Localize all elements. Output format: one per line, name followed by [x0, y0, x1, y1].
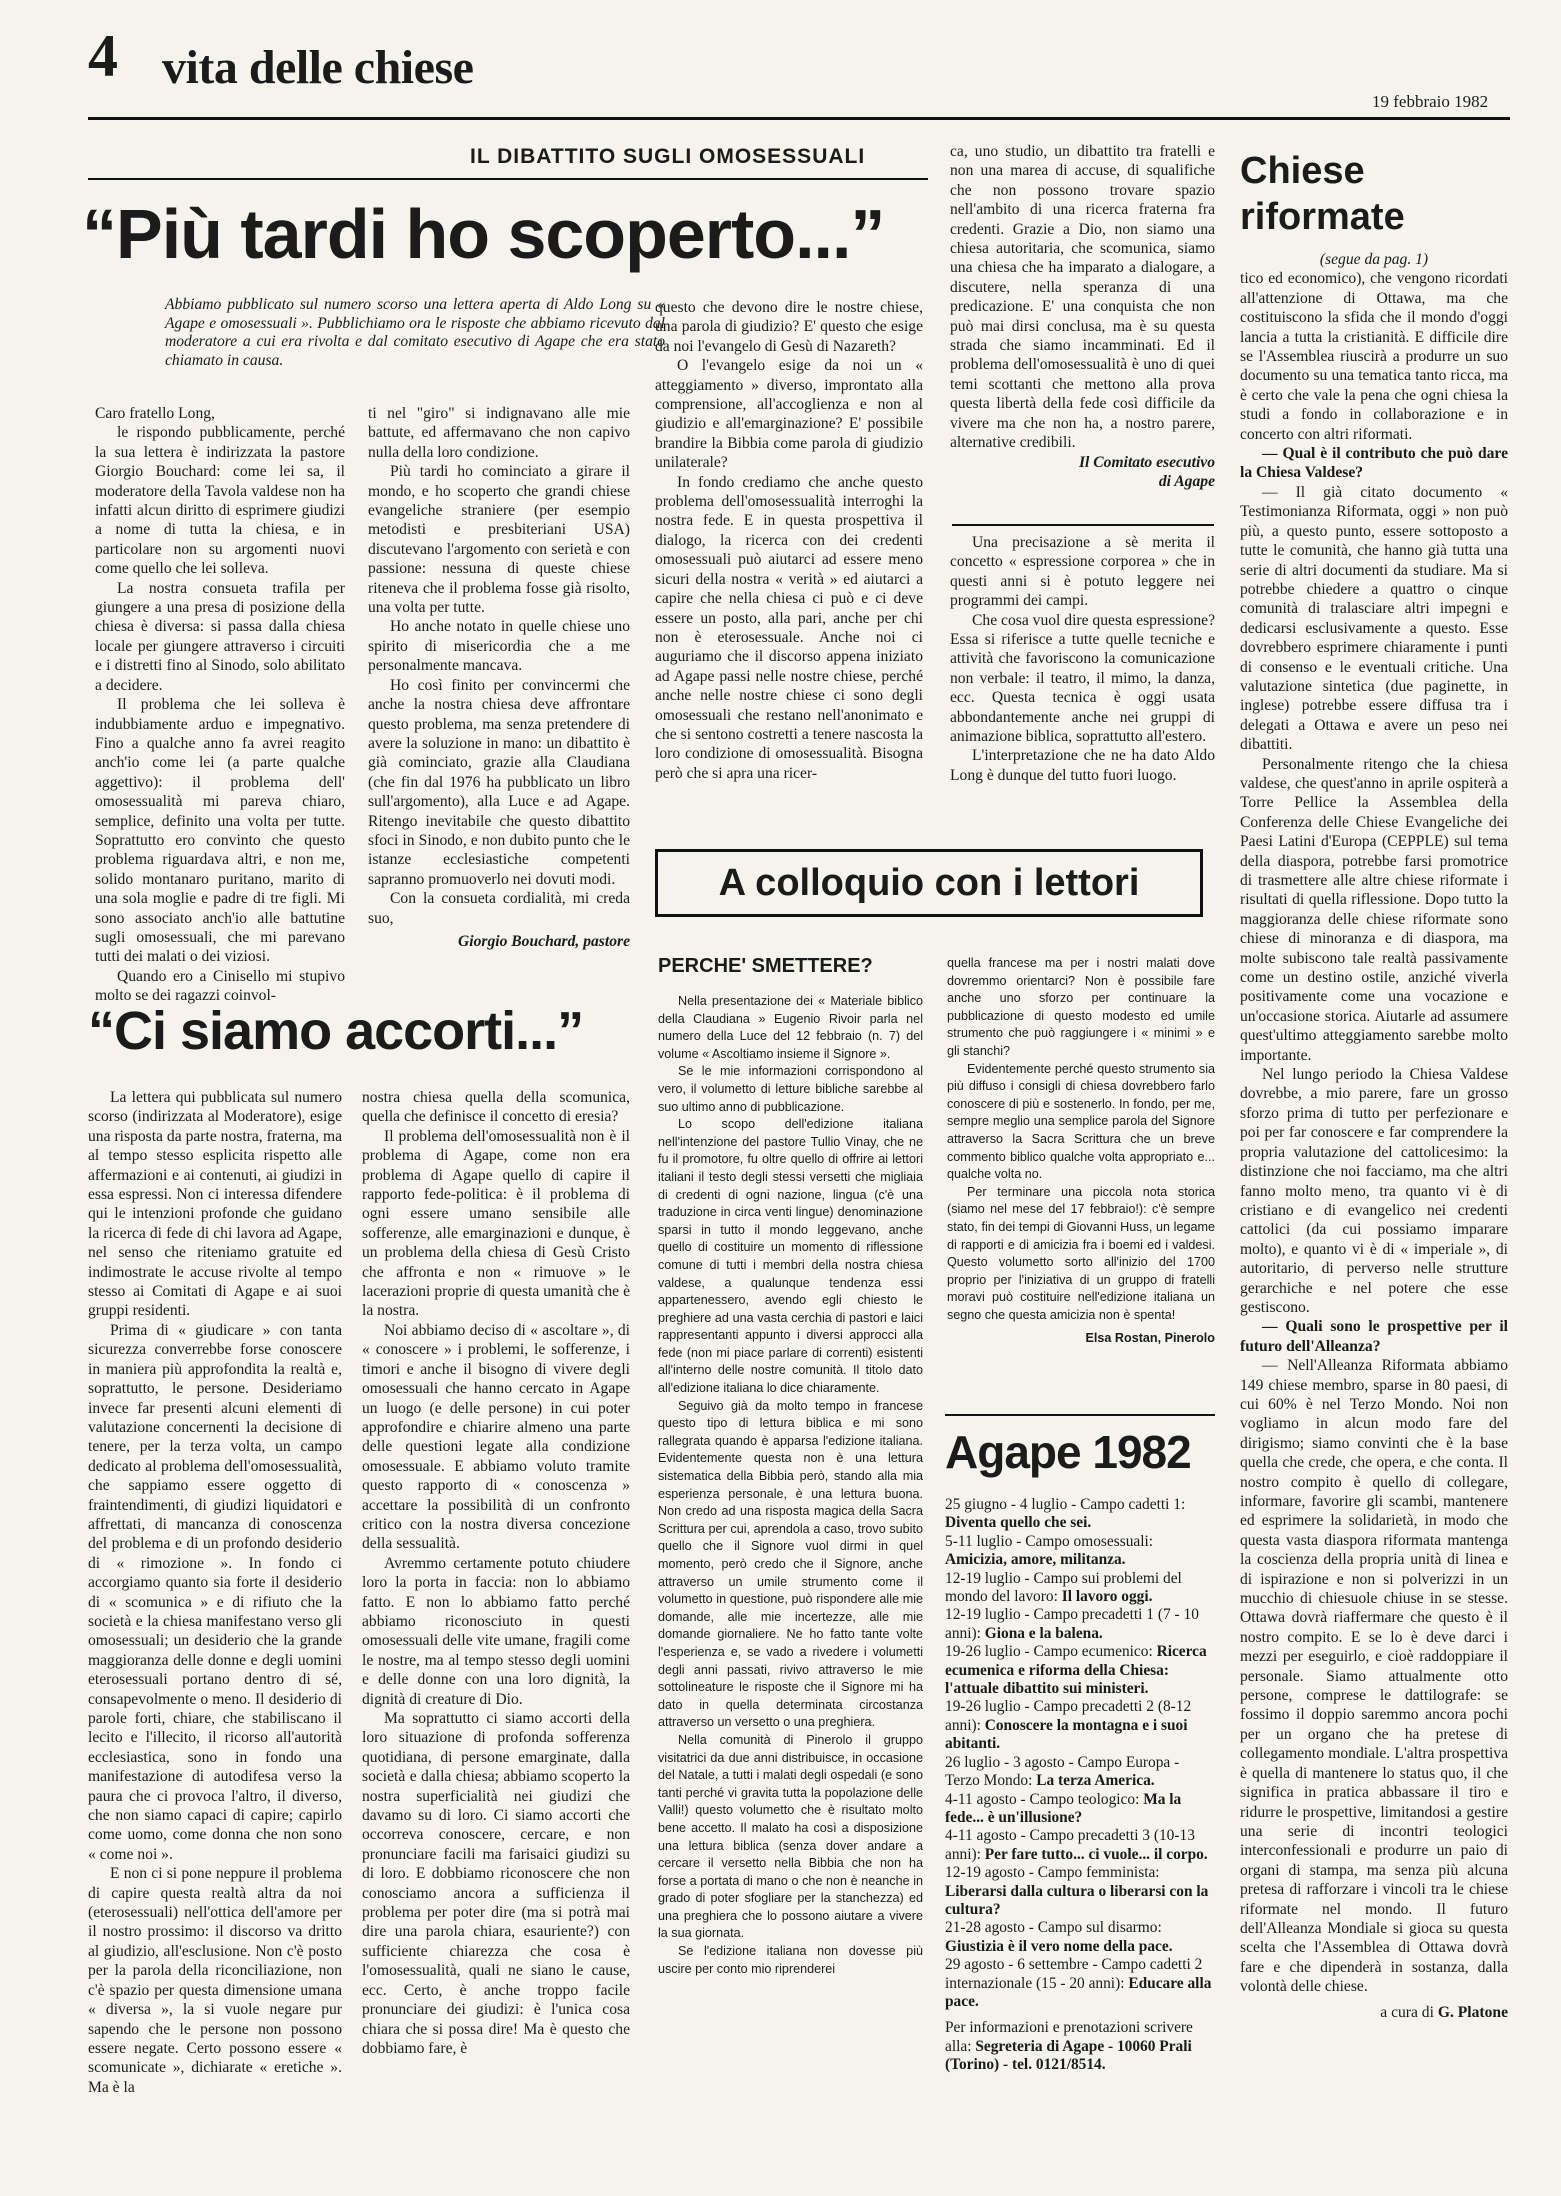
- item-title: La terza America.: [1036, 1772, 1155, 1790]
- item-dates: 5-11 luglio - Campo omosessuali:: [945, 1532, 1154, 1550]
- paragraph: Ho così finito per convincermi che anche la nostra chiesa deve affrontare questo problema, ma senza pretendere di avere la soluzione in mano: un dibattito è già cominciato, grazie alla Claudiana (che fin dal 1976 ha pubblicato un libro sull'argomento), alla Luce e ad Agape. Ritengo inevitabile che questo dibattito sfoci in Sinodo, e non dubito punto che le istanze ecclesiastiche competenti sapranno promuoverlo nei dovuti modi.: [368, 676, 630, 888]
- paragraph: La nostra consueta trafila per giungere a una presa di posizione della chiesa è diversa: si passa dalla chiesa locale per giungere attraverso i circuiti e i distretti fino al Sinodo, solo abilitato a decidere.: [95, 579, 345, 694]
- agape-program-item: [945, 1570, 1215, 1607]
- item-title: Conoscere la montagna e i suoi abitanti.: [945, 1716, 1188, 1753]
- item-dates: 4-11 agosto - Campo teologico:: [945, 1790, 1144, 1808]
- agape-program-item: [945, 1864, 1215, 1919]
- agape-program-item: [945, 1496, 1215, 1533]
- agape-program-item: [945, 1754, 1215, 1791]
- continued-note: (segue da pag. 1): [1319, 251, 1429, 268]
- agape-program-item: [945, 1827, 1215, 1864]
- signature-comitato: [950, 453, 1215, 492]
- article1-col2: [368, 404, 630, 951]
- paragraph: In fondo crediamo che anche questo problema dell'omosessualità interroghi la nostra fede. E in questa prospettiva il dialogo, la ricerca con dei credenti omosessuali può aiutarci ad essere meno sicuri della nostra « verità » ed aiutarci a capire che nella chiesa ci può e ci deve essere un posto, alla pari, anche per chi non è eterosessuale. Anche noi ci auguriamo che il discorso appena iniziato ad Agape passi nelle nostre chiese, perché anche nelle nostre chiese ci sono degli omosessuali che restano nell'anonimato e che si sentono costretti a tenere nascosta la loro condizione di omosessualità. Bisogna però che si apra una ricer-: [655, 473, 923, 782]
- paragraph: Quando ero a Cinisello mi stupivo molto se dei ragazzi coinvol-: [95, 967, 345, 1005]
- article1-headline: “Più tardi ho scoperto...”: [82, 195, 885, 273]
- item-title: Educare alla pace.: [945, 1974, 1212, 2010]
- agape-program-item: [945, 1919, 1215, 1956]
- item-dates: 21-28 agosto - Campo sul disarmo:: [945, 1919, 1162, 1937]
- signature-bouchard: Giorgio Bouchard, pastore: [458, 932, 630, 950]
- item-title: Il lavoro oggi.: [1061, 1588, 1153, 1606]
- article1-col4: [950, 142, 1215, 491]
- item-dates: 19-26 luglio - Campo precadetti 2 (8-12 anni):: [945, 1698, 1192, 1734]
- paragraph: Per terminare una piccola nota storica (siamo nel mese del 17 febbraio!): c'è sempre stato, fin dei tempi di Giovanni Huss, un legame di rapporti e di amicizia fra i boemi ed i valdesi. Questo volumetto sorto all'inizio del 1700 proprio per l'iniziativa di un gruppo di fratelli moravi può costituire nell'edizione italiana un segno che questa amicizia non è spenta!: [947, 1184, 1215, 1322]
- chiese-col: [1240, 250, 1508, 2022]
- paragraph: ca, uno studio, un dibattito tra fratelli e non una marea di accuse, di squalifiche che non possono trovare spazio nell'ambito di una ricerca fraterna fra credenti. Grazie a Dio, non siamo una chiesa autoritaria, che scomunica, siamo una chiesa che ha imparato a dialogare, a discutere, nella speranza di una predicazione. E' una conquista che non può mai dirsi conclusa, ma è su questa strada che siamo incamminati. Ed il problema dell'omosessualità è uno di quei temi scottanti che mettono alla prova questa libertà della fede così difficile da vivere ma che non ha, a nostro parere, alternative credibili.: [950, 143, 1215, 452]
- paragraph: Il problema dell'omosessualità non è il problema di Agape, come non era problema di Agape quello di capire il rapporto fede-politica: è il problema di ogni essere umano sensibile alle sofferenze, alle emarginazioni e dunque, è un problema della chiesa di Gesù Cristo che affronta e non « rimuove » le lacerazioni proprie di questa umanità che è la nostra.: [362, 1127, 630, 1320]
- agape-program-item: [945, 1698, 1215, 1753]
- byline-name: G. Platone: [1437, 2003, 1508, 2021]
- title-line: Chiese: [1240, 150, 1365, 192]
- agape-footer: [945, 2019, 1215, 2074]
- signature-line: di Agape: [1158, 472, 1215, 490]
- article1-col3: [655, 298, 923, 783]
- paragraph: Ma soprattutto ci siamo accorti della loro situazione di profonda sofferenza quotidiana, di persone emarginate, dalla società e dalla chiesa; abbiamo scoperto la nostra superficialità nei giudizi che davamo su di loro. Ci siamo accorti che occorreva conoscere, cercare, e non pronunciare facili ma farisaici giudizi su di loro. E dobbiamo riconoscere che non conosciamo ancora a sufficienza il problema per poter dire (ma si potrà mai dire una parola chiara, esauriente?) con sufficiente chiarezza che cosa è l'omosessualità, quali ne siano le cause, ecc. Certo, è anche troppo facile pronunciare dei giudizi: è l'unica cosa chiara che si possa dire! Ma è questo che dobbiamo fare, è: [362, 1710, 630, 2057]
- item-dates: 12-19 luglio - Campo sui problemi del mondo del lavoro:: [945, 1569, 1182, 1606]
- paragraph: Caro fratello Long,: [95, 405, 215, 422]
- footer-address: Segreteria di Agape - 10060 Prali (Torino) - tel. 0121/8514.: [945, 2037, 1192, 2074]
- paragraph: le rispondo pubblicamente, perché la sua lettera è indirizzata la pastore Giorgio Bouchard: come lei sa, il moderatore della Tavola valdese non ha infatti alcun diritto di esprimere giudizi a nome di tutta la chiesa, e in particolare non su argomenti nuovi come quello che lei solleva.: [95, 424, 345, 578]
- paragraph: Il problema che lei solleva è indubbiamente arduo e impegnativo. Fino a qualche anno fa avrei reagito anch'io come lei (a parte qualche aggettivo): il problema dell' omosessualità mi pareva chiaro, semplice, definito una volta per tutte. Soprattutto ero convinto che questo problema riguardava altri, e non me, solido montanaro puritano, marito di una sola moglie e padre di tre figli. Mi sono associato anch'io alle battutine sugli omosessuali, che mi parevano tutti dei malati o dei viziosi.: [95, 696, 345, 966]
- article2-headline: “Ci siamo accorti...”: [88, 1001, 584, 1061]
- signature-line: Il Comitato esecutivo: [1078, 453, 1215, 471]
- paragraph: nostra chiesa quella della scomunica, quella che definisce il concetto di eresia?: [362, 1089, 630, 1126]
- paragraph: questo che devono dire le nostre chiese, una parola di giudizio? E' questo che esige da noi l'evangelo di Gesù di Nazareth?: [655, 299, 923, 355]
- paragraph: Se le mie informazioni corrispondono al vero, il volumetto di letture bibliche sarebbe al suo ultimo anno di pubblicazione.: [658, 1064, 923, 1114]
- agape-program-item: [945, 1956, 1215, 2011]
- article1-col4b: [950, 533, 1215, 785]
- paragraph: Personalmente ritengo che la chiesa valdese, che quest'anno in aprile ospiterà a Torre Pellice la Assemblea della Conferenza delle Chiese Evangeliche dei Paesi Latini d'Europa (CEPPLE) sul tema della diaspora, potrebbe farsi promotrice di trasmettere alle altre chiese riformate i risultati di quella riflessione. Dopo tutto la maggioranza delle chiese riformate sono chiese di minoranza e di diaspora, ma molte subiscono tale realtà passivamente come un destino ostile, anziché viverla positivamente come una vocazione e un'occasione storica. Aiutarle ad assumere quest'ultimo atteggiamento sarebbe molto importante.: [1240, 755, 1508, 1064]
- item-dates: 25 giugno - 4 luglio - Campo cadetti 1:: [945, 1496, 1186, 1513]
- paragraph: Seguivo già da molto tempo in francese questo tipo di lettura biblica e mi sono rallegrata quando è apparsa l'edizione italiana. Evidentemente questa non è una lettura sistematica della Bibbia però, stando alla mia esperienza personale, è una lettura buona. Non credo ad una risposta magica della Sacra Scrittura per cui, aprendola a caso, trovo subito quello che il Signore vuol dirmi in quel momento, però credo che il Signore, anche attraverso un umile strumento come il volumetto in questione, può rispondere alle mie domande, alle mie incertezze, alle mie domande giornaliere. Ne ho fatto tante volte l'esperienza e, se vado a rivedere i volumetti degli anni passati, rivivo attraverso le mie sottolineature le risposte che il Signore mi ha dato in quella determinata circostanza attraverso un versetto o una preghiera.: [658, 1398, 923, 1730]
- article2-col2: [362, 1088, 630, 2058]
- item-title: Per fare tutto... ci vuole... il corpo.: [984, 1845, 1208, 1863]
- divider: [952, 524, 1214, 526]
- item-dates: 19-26 luglio - Campo ecumenico:: [945, 1643, 1157, 1661]
- item-title: Diventa quello che sei.: [945, 1514, 1092, 1532]
- paragraph: Che cosa vuol dire questa espressione? Essa si riferisce a tutte quelle tecniche e attività che favoriscono la comunicazione non verbale: il teatro, il mimo, la danza, ecc. Questa tecnica è oggi usata abbondantemente anche nei gruppi di animazione biblica, soprattutto all'estero.: [950, 611, 1215, 746]
- paragraph: Nella comunità di Pinerolo il gruppo visitatrici da due anni distribuisce, in occasione del Natale, a tutti i malati degli ospedali (e sono tanti perché vi gravita tutta la popolazione delle Valli!) questo volumetto che è risultato molto bene accetto. Il malato ha così a disposizione una lettura biblica (senza dover andare a cercare il versetto nella Bibbia che non ha forse a portata di mano o che non è neanche in grado di poter sfogliare per la stanchezza) ed una preghiera che lo possono aiutare a vivere la sua giornata.: [658, 1732, 923, 1941]
- byline-prefix: a cura di: [1380, 2003, 1438, 2021]
- agape-program-list: [945, 1496, 1215, 2075]
- byline: [1240, 2003, 1508, 2022]
- kicker-rule: [88, 178, 928, 180]
- item-title: Giona e la balena.: [984, 1624, 1103, 1642]
- paragraph: — Nell'Alleanza Riformata abbiamo 149 chiese membro, sparse in 80 paesi, di cui 60% è nel Terzo Mondo. Noi non vogliamo in alcun modo fare del dirigismo; siamo convinti che è la base quella che crede, che opera, e che conta. Il nostro compito è quello di collegare, informare, favorire gli scambi, mantenere ed esprimere la solidarietà, in modo che questa vasta diaspora riformata mantenga la coscienza della propria unità di linea e di ispirazione e non si polverizzi in un mucchio di chiesuole chiuse in se stesse. Ottawa dovrà riaffermare che questo è il nostro compito. E se lo è deve darci i mezzi per eseguirlo, e cioè raddoppiare il personale. Siamo attualmente otto persone, comprese le dattilografe: se fossimo il doppio saremmo ancora pochi per un organo che ha pretese di collegamento mondiale. L'altra prospettiva è quella di mantenere lo status quo, il che significa in pratica abbassare il tiro e ridurre le prospettive, limitandosi a gestire una serie di incontri teologici interconfessionali e produrre un paio di organi di stampa, ma senza più alcuna pretesa di rafforzare i vincoli tra le chiese riformate nel mondo. Il futuro dell'Alleanza Mondiale si gioca su questa scelta che l'Assemblea di Ottawa dovrà fare e che dipenderà in sostanza, dalla volontà delle chiese.: [1240, 1357, 1508, 1996]
- page-number: 4: [88, 23, 118, 89]
- agape-program-item: [945, 1643, 1215, 1698]
- paragraph: O l'evangelo esige da noi un « atteggiamento » diverso, improntato alla comprensione, all'accoglienza e non al giudizio e all'emarginazione? E' possibile brandire la Bibbia come parola di giudizio unilaterale?: [655, 357, 923, 472]
- item-title: Ma la fede... è un'illusione?: [945, 1790, 1182, 1826]
- paragraph: E non ci si pone neppure il problema di capire questa realtà altra da noi (eterosessuali) nell'ottica dell'amore per il nostro prossimo: il discorso va dritto al giudizio, all'esclusione. Non c'è posto per la parola della riconciliazione, non c'è spazio per questa dimensione umana « diversa », la si vuole negare pur sapendo che le persone non possono essere negate. Certo possono essere « scomunicate », dichiarate « eretiche ». Ma è la: [88, 1865, 342, 2096]
- question: — Qual è il contributo che può dare la Chiesa Valdese?: [1240, 445, 1508, 482]
- item-dates: 12-19 luglio - Campo precadetti 1 (7 - 10 anni):: [945, 1606, 1199, 1642]
- paragraph: Se l'edizione italiana non dovesse più uscire per conto mio riprenderei: [658, 1944, 923, 1976]
- item-dates: 26 luglio - 3 agosto - Campo Europa - Terzo Mondo:: [945, 1753, 1180, 1790]
- title-line: riformate: [1240, 196, 1405, 238]
- colloquio-left-col: [658, 993, 923, 1978]
- agape-rule: [945, 1414, 1215, 1416]
- paragraph: Lo scopo dell'edizione italiana nell'intenzione del pastore Tullio Vinay, che ne fu il promotore, fu oltre quello di offrire ai lettori italiani il testo degli stessi versetti che migliaia di credenti di ogni nazione, lingua (c'è una traduzione in circa venti lingue) denominazione sparsi in tutto il mondo leggevano, anche quello di costituire un momento di riflessione comune di tutti i membri della nostra chiesa valdese, a qualunque tendenza essi appartenessero, avendo egli chiesto le preghiere ad una vasta cerchia di pastori e laici rappresentanti appunto i diversi approcci alla fede (non mi piace parlare di correnti) esistenti all'interno delle nostre comunità. Il titolo dato all'edizione italiana lo dice chiaramente.: [658, 1117, 923, 1396]
- paragraph: — Il già citato documento « Testimonianza Riformata, oggi » non può più, a questo punto, essere sottoposto a tutte le comunità, che hanno già tutta una serie di altri documenti da studiare. Ma si potrebbe chiedere a quattro o cinque comunità di tralasciare altri impegni e dedicarsi esclusivamente a questo. Esse dovrebbero esprimere chiaramente i punti di consenso e le eventuali critiche. Una valutazione sintetica (due paginette, in inglese) potrebbe essere diffusa tra i delegati a Ottawa e avere un peso nei dibattiti.: [1240, 483, 1508, 754]
- item-title: Liberarsi dalla cultura o liberarsi con la cultura?: [945, 1882, 1209, 1918]
- paragraph: Prima di « giudicare » con tanta sicurezza converrebbe forse conoscere in maniera più approfondita la realtà e, soprattutto, le persone. Desideriamo invece far presenti alcuni elementi di valutazione concernenti la decisione di tenere, per la terza volta, un campo dedicato al problema dell'omosessualità, che sappiamo essere oggetto di fraintendimenti, di giudizi liquidatori e affrettati, di mancanza di conoscenza del problema e di un profondo desiderio di « rimozione ». In fondo ci accorgiamo quanto sia forte il desiderio di « scomunica » e di rifiuto che la società e la chiesa manifestano verso gli omosessuali; un desiderio che la grande maggioranza delle donne e degli uomini eterosessuali portano dentro di sé, consapevolmente o meno. Il desiderio di parole forti, chiare, che stabiliscano il lecito e l'illecito, il ricorso all'autorità ecclesiastica, sono in fondo una manifestazione di autodifesa verso la paura che ci provoca l'altro, il diverso, che non siamo capaci di capire; capirlo come uomo, come donna che non sono « come noi ».: [88, 1321, 342, 1863]
- paragraph: ti nel "giro" si indignavano alle mie battute, ed affermavano che non capivo nulla della loro condizione.: [368, 405, 630, 461]
- item-title: Amicizia, amore, militanza.: [945, 1551, 1126, 1569]
- agape-program-item: [945, 1533, 1215, 1570]
- colloquio-subhead: PERCHE' SMETTERE?: [658, 955, 873, 977]
- paragraph: Noi abbiamo deciso di « ascoltare », di « conoscere » i problemi, le sofferenze, i timori e anche il bisogno di vivere degli omosessuali che hanno cercato in Agape un luogo (e delle persone) in cui poter approfondire e chiarire almeno una parte delle questioni legate alla condizione omosessuale. E abbiamo voluto tramite questo rapporto di « conoscenza » accettare la possibilità di un confronto critico con la nostra diversa concezione della sessualità.: [362, 1321, 630, 1553]
- item-dates: 12-19 agosto - Campo femminista:: [945, 1864, 1160, 1882]
- colloquio-right-col: [947, 955, 1215, 1348]
- item-title: Giustizia è il vero nome della pace.: [945, 1937, 1173, 1955]
- paragraph: Una precisazione a sè merita il concetto « espressione corporea » che in questi anni si è potuto leggere nei programmi dei campi.: [950, 534, 1215, 610]
- paragraph: L'interpretazione che ne ha dato Aldo Long è dunque del tutto fuori luogo.: [950, 747, 1215, 784]
- footer-text: Per informazioni e prenotazioni scrivere alla:: [945, 2019, 1193, 2055]
- item-dates: 29 agosto - 6 settembre - Campo cadetti 2 internazionale (15 - 20 anni):: [945, 1956, 1203, 1992]
- header-rule: [88, 117, 1510, 120]
- paragraph: quella francese ma per i nostri malati dove dovremmo orientarci? Non è possibile fare anche uno sforzo per continuare la pubblicazione di questo modesto ed umile strumento che può raggiungere i « minimi » e gli stanchi?: [947, 956, 1215, 1058]
- paragraph: Più tardi ho cominciato a girare il mondo, e ho scoperto che grandi chiese evangeliche straniere (per esempio metodisti e presbiteriani USA) discutevano l'argomento con serietà e con passione: nessuna di queste chiese riteneva che il problema fosse già risolto, una volta per tutte.: [368, 463, 630, 617]
- paragraph: Nella presentazione dei « Materiale biblico della Claudiana » Eugenio Rivoir parla nel numero della Luce del 12 febbraio (n. 7) del volume « Ascoltiamo insieme il Signore ».: [658, 994, 923, 1061]
- item-dates: 4-11 agosto - Campo precadetti 3 (10-13 anni):: [945, 1827, 1195, 1863]
- issue-date: 19 febbraio 1982: [1372, 92, 1489, 111]
- colloquio-box-title: A colloquio con i lettori: [655, 849, 1203, 917]
- agape-program-item: [945, 1606, 1215, 1643]
- paragraph: Evidentemente perché questo strumento sia più diffuso i consigli di chiesa dovrebbero farlo conoscere di più e sostenerlo. In fondo, per me, sempre meglio una semplice parola del Signore attraverso la Sacra Scrittura che un breve commento biblico qualche volta appropriato e... qualche volta no.: [947, 1061, 1215, 1182]
- section-title: vita delle chiese: [162, 41, 474, 94]
- agape-title: Agape 1982: [945, 1426, 1191, 1478]
- chiese-title: [1240, 148, 1405, 240]
- paragraph: Ho anche notato in quelle chiese uno spirito di misericordia che a me personalmente mancava.: [368, 618, 630, 675]
- article1-intro: Abbiamo pubblicato sul numero scorso una lettera aperta di Aldo Long su « Agape e omosessuali ». Pubblichiamo ora le risposte che abbiamo ricevuto dal moderatore a cui era rivolta e dal comitato esecutivo di Agape che era stato chiamato in causa.: [165, 296, 665, 369]
- paragraph: Nel lungo periodo la Chiesa Valdese dovrebbe, a mio parere, fare un grosso sforzo prima di tutto per perfezionare e poi per far conoscere e far comprendere la propria valutazione del cattolicesimo: la distinzione che noi facciamo, ma che altri fanno molto meno, tra quanto vi è di cristiano e di evangelico nei credenti cattolici (da cui possiamo imparare molto), e quanto vi è di « imperiale », di autoritario, di perverso nelle strutture gerarchiche e nel potere che esse gestiscono.: [1240, 1066, 1508, 1316]
- article2-col1: [88, 1088, 342, 2097]
- paragraph: Avremmo certamente potuto chiudere loro la porta in faccia: non lo abbiamo fatto. E non lo abbiamo fatto perché abbiamo riconosciuto in questi omosessuali delle vite umane, fragili come le nostre, ma al tempo stesso degli uomini e delle donne con una loro dignità, la dignità di creature di Dio.: [362, 1554, 630, 1708]
- article-kicker: IL DIBATTITO SUGLI OMOSESSUALI: [470, 145, 866, 168]
- paragraph: La lettera qui pubblicata sul numero scorso (indirizzata al Moderatore), esige una risposta da parte nostra, fraterna, ma al tempo stesso esplicita rispetto alle affermazioni e ai contenuti, ai giudizi in essa espressi. Non ci interessa difendere qui le intenzioni profonde che guidano la ricerca di fede di chi lavora ad Agape, nel senso che riteniamo gratuite ed indimostrate le accuse rivolte al tempo stesso ai Comitati di Agape e ai suoi gruppi residenti.: [88, 1089, 342, 1320]
- question: — Quali sono le prospettive per il futuro dell'Alleanza?: [1240, 1318, 1508, 1355]
- item-title: Ricerca ecumenica e riforma della Chiesa: l'attuale dibattito sui ministeri.: [945, 1643, 1207, 1698]
- agape-program-item: [945, 1791, 1215, 1828]
- signature-rostan: Elsa Rostan, Pinerolo: [1085, 1331, 1215, 1346]
- article1-col1: [95, 404, 345, 1006]
- paragraph: tico ed economico), che vengono ricordati all'attenzione di Ottawa, ma che costituiscono la sfida che il mondo d'oggi lancia a tutta la cristianità. E difficile dire se l'Assemblea riuscirà a produrre un suo documento su una tematica tanto ricca, ma è certo che vale la pena che ogni chiesa la studi a fondo in collaborazione e in concerto con altri riformati.: [1240, 270, 1508, 443]
- paragraph: Con la consueta cordialità, mi creda suo,: [368, 890, 630, 927]
